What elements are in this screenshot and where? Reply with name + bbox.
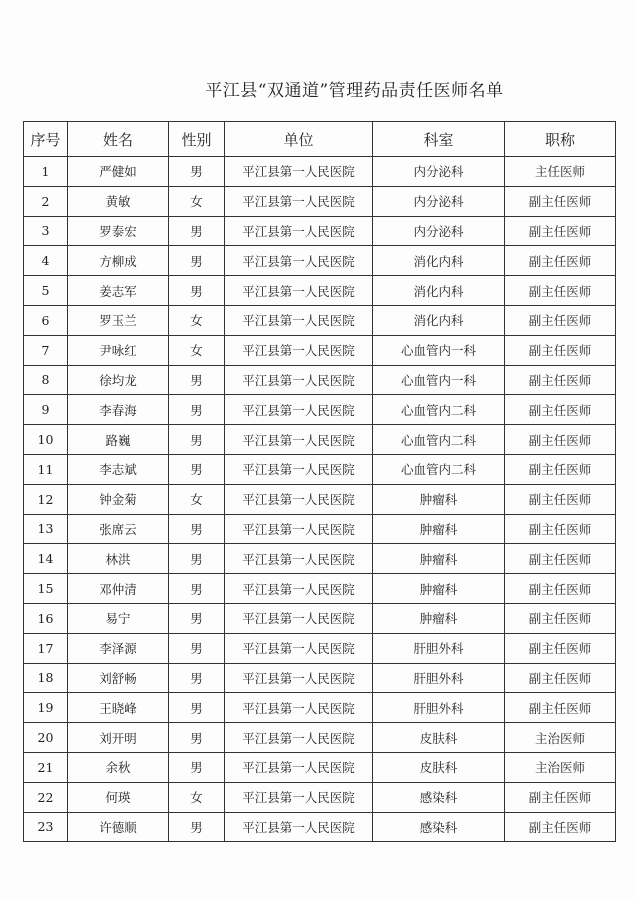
cell-number: 5 bbox=[24, 276, 68, 306]
cell-name: 刘开明 bbox=[68, 723, 169, 753]
cell-job-title: 副主任医师 bbox=[505, 603, 616, 633]
cell-name: 许德顺 bbox=[68, 812, 169, 842]
table-row bbox=[24, 454, 616, 484]
table-row bbox=[24, 365, 616, 395]
table-row bbox=[24, 246, 616, 276]
header-department: 科室 bbox=[373, 122, 505, 157]
cell-department: 消化内科 bbox=[373, 305, 505, 335]
cell-unit: 平江县第一人民医院 bbox=[225, 186, 373, 216]
cell-number: 18 bbox=[24, 663, 68, 693]
cell-job-title: 副主任医师 bbox=[505, 663, 616, 693]
cell-name: 李春海 bbox=[68, 395, 169, 425]
cell-unit: 平江县第一人民医院 bbox=[225, 425, 373, 455]
cell-name: 余秋 bbox=[68, 752, 169, 782]
cell-name: 方柳成 bbox=[68, 246, 169, 276]
cell-gender: 女 bbox=[169, 782, 225, 812]
physician-table bbox=[23, 121, 616, 842]
cell-number: 17 bbox=[24, 633, 68, 663]
cell-number: 14 bbox=[24, 544, 68, 574]
cell-department: 肿瘤科 bbox=[373, 603, 505, 633]
cell-department: 心血管内二科 bbox=[373, 454, 505, 484]
cell-number: 21 bbox=[24, 752, 68, 782]
cell-name: 严健如 bbox=[68, 157, 169, 187]
table-row bbox=[24, 574, 616, 604]
cell-name: 姜志军 bbox=[68, 276, 169, 306]
cell-unit: 平江县第一人民医院 bbox=[225, 157, 373, 187]
cell-number: 1 bbox=[24, 157, 68, 187]
cell-name: 何瑛 bbox=[68, 782, 169, 812]
cell-job-title: 副主任医师 bbox=[505, 216, 616, 246]
cell-department: 内分泌科 bbox=[373, 216, 505, 246]
table-row bbox=[24, 425, 616, 455]
table-header-row bbox=[24, 122, 616, 157]
cell-department: 肿瘤科 bbox=[373, 574, 505, 604]
cell-gender: 女 bbox=[169, 335, 225, 365]
cell-department: 感染科 bbox=[373, 782, 505, 812]
cell-unit: 平江县第一人民医院 bbox=[225, 335, 373, 365]
cell-number: 7 bbox=[24, 335, 68, 365]
cell-department: 消化内科 bbox=[373, 276, 505, 306]
table-row bbox=[24, 693, 616, 723]
cell-gender: 男 bbox=[169, 544, 225, 574]
cell-gender: 男 bbox=[169, 157, 225, 187]
cell-unit: 平江县第一人民医院 bbox=[225, 633, 373, 663]
cell-department: 肿瘤科 bbox=[373, 484, 505, 514]
cell-job-title: 副主任医师 bbox=[505, 782, 616, 812]
cell-job-title: 副主任医师 bbox=[505, 454, 616, 484]
table-row bbox=[24, 305, 616, 335]
cell-unit: 平江县第一人民医院 bbox=[225, 693, 373, 723]
header-job-title: 职称 bbox=[505, 122, 616, 157]
cell-department: 肝胆外科 bbox=[373, 693, 505, 723]
cell-department: 心血管内二科 bbox=[373, 425, 505, 455]
cell-job-title: 副主任医师 bbox=[505, 633, 616, 663]
cell-unit: 平江县第一人民医院 bbox=[225, 395, 373, 425]
cell-unit: 平江县第一人民医院 bbox=[225, 454, 373, 484]
cell-gender: 男 bbox=[169, 216, 225, 246]
cell-unit: 平江县第一人民医院 bbox=[225, 752, 373, 782]
cell-gender: 男 bbox=[169, 752, 225, 782]
cell-department: 心血管内一科 bbox=[373, 335, 505, 365]
header-unit: 单位 bbox=[225, 122, 373, 157]
cell-gender: 男 bbox=[169, 246, 225, 276]
cell-job-title: 副主任医师 bbox=[505, 186, 616, 216]
cell-department: 心血管内一科 bbox=[373, 365, 505, 395]
cell-department: 内分泌科 bbox=[373, 157, 505, 187]
cell-unit: 平江县第一人民医院 bbox=[225, 544, 373, 574]
cell-department: 肿瘤科 bbox=[373, 544, 505, 574]
cell-department: 肝胆外科 bbox=[373, 663, 505, 693]
table-row bbox=[24, 484, 616, 514]
cell-number: 23 bbox=[24, 812, 68, 842]
table-row bbox=[24, 157, 616, 187]
cell-job-title: 副主任医师 bbox=[505, 693, 616, 723]
cell-unit: 平江县第一人民医院 bbox=[225, 276, 373, 306]
table-row bbox=[24, 633, 616, 663]
table-row bbox=[24, 514, 616, 544]
document-title: 平江县“双通道”管理药品责任医师名单 bbox=[205, 81, 504, 101]
cell-name: 王晓峰 bbox=[68, 693, 169, 723]
cell-name: 张席云 bbox=[68, 514, 169, 544]
cell-name: 刘舒畅 bbox=[68, 663, 169, 693]
cell-job-title: 副主任医师 bbox=[505, 812, 616, 842]
cell-gender: 男 bbox=[169, 574, 225, 604]
cell-department: 心血管内二科 bbox=[373, 395, 505, 425]
cell-gender: 男 bbox=[169, 633, 225, 663]
cell-number: 4 bbox=[24, 246, 68, 276]
cell-gender: 男 bbox=[169, 454, 225, 484]
cell-name: 路巍 bbox=[68, 425, 169, 455]
cell-number: 2 bbox=[24, 186, 68, 216]
cell-gender: 男 bbox=[169, 603, 225, 633]
cell-department: 肿瘤科 bbox=[373, 514, 505, 544]
cell-number: 19 bbox=[24, 693, 68, 723]
cell-job-title: 主治医师 bbox=[505, 752, 616, 782]
cell-name: 李志斌 bbox=[68, 454, 169, 484]
cell-number: 15 bbox=[24, 574, 68, 604]
cell-number: 16 bbox=[24, 603, 68, 633]
cell-gender: 男 bbox=[169, 723, 225, 753]
cell-unit: 平江县第一人民医院 bbox=[225, 365, 373, 395]
table-row bbox=[24, 395, 616, 425]
cell-department: 皮肤科 bbox=[373, 723, 505, 753]
table-body bbox=[24, 157, 616, 842]
cell-number: 13 bbox=[24, 514, 68, 544]
cell-unit: 平江县第一人民医院 bbox=[225, 782, 373, 812]
cell-gender: 男 bbox=[169, 514, 225, 544]
cell-gender: 男 bbox=[169, 365, 225, 395]
header-name: 姓名 bbox=[68, 122, 169, 157]
table-row bbox=[24, 782, 616, 812]
cell-gender: 男 bbox=[169, 812, 225, 842]
cell-number: 11 bbox=[24, 454, 68, 484]
cell-gender: 男 bbox=[169, 693, 225, 723]
cell-number: 6 bbox=[24, 305, 68, 335]
cell-unit: 平江县第一人民医院 bbox=[225, 216, 373, 246]
cell-job-title: 副主任医师 bbox=[505, 246, 616, 276]
cell-department: 内分泌科 bbox=[373, 186, 505, 216]
table-row bbox=[24, 216, 616, 246]
cell-job-title: 副主任医师 bbox=[505, 305, 616, 335]
cell-unit: 平江县第一人民医院 bbox=[225, 514, 373, 544]
cell-name: 林洪 bbox=[68, 544, 169, 574]
table-row bbox=[24, 752, 616, 782]
cell-job-title: 副主任医师 bbox=[505, 395, 616, 425]
table-row bbox=[24, 812, 616, 842]
table-row bbox=[24, 723, 616, 753]
cell-job-title: 副主任医师 bbox=[505, 514, 616, 544]
cell-unit: 平江县第一人民医院 bbox=[225, 663, 373, 693]
cell-name: 易宁 bbox=[68, 603, 169, 633]
cell-job-title: 副主任医师 bbox=[505, 335, 616, 365]
cell-unit: 平江县第一人民医院 bbox=[225, 812, 373, 842]
cell-department: 感染科 bbox=[373, 812, 505, 842]
header-gender: 性别 bbox=[169, 122, 225, 157]
cell-number: 3 bbox=[24, 216, 68, 246]
cell-name: 钟金菊 bbox=[68, 484, 169, 514]
cell-job-title: 副主任医师 bbox=[505, 276, 616, 306]
cell-name: 尹咏红 bbox=[68, 335, 169, 365]
cell-number: 10 bbox=[24, 425, 68, 455]
cell-unit: 平江县第一人民医院 bbox=[225, 603, 373, 633]
cell-name: 罗玉兰 bbox=[68, 305, 169, 335]
cell-department: 消化内科 bbox=[373, 246, 505, 276]
cell-gender: 男 bbox=[169, 663, 225, 693]
table-row bbox=[24, 276, 616, 306]
cell-name: 李泽源 bbox=[68, 633, 169, 663]
cell-job-title: 副主任医师 bbox=[505, 484, 616, 514]
cell-job-title: 副主任医师 bbox=[505, 574, 616, 604]
cell-unit: 平江县第一人民医院 bbox=[225, 723, 373, 753]
table-row bbox=[24, 544, 616, 574]
cell-number: 8 bbox=[24, 365, 68, 395]
cell-department: 皮肤科 bbox=[373, 752, 505, 782]
cell-unit: 平江县第一人民医院 bbox=[225, 305, 373, 335]
cell-job-title: 副主任医师 bbox=[505, 544, 616, 574]
header-number: 序号 bbox=[24, 122, 68, 157]
table-row bbox=[24, 603, 616, 633]
cell-gender: 女 bbox=[169, 305, 225, 335]
cell-number: 12 bbox=[24, 484, 68, 514]
table-row bbox=[24, 335, 616, 365]
cell-department: 肝胆外科 bbox=[373, 633, 505, 663]
cell-number: 22 bbox=[24, 782, 68, 812]
cell-gender: 女 bbox=[169, 484, 225, 514]
table-row bbox=[24, 663, 616, 693]
cell-unit: 平江县第一人民医院 bbox=[225, 574, 373, 604]
cell-job-title: 主治医师 bbox=[505, 723, 616, 753]
cell-unit: 平江县第一人民医院 bbox=[225, 484, 373, 514]
cell-gender: 男 bbox=[169, 276, 225, 306]
cell-gender: 女 bbox=[169, 186, 225, 216]
cell-gender: 男 bbox=[169, 395, 225, 425]
cell-number: 9 bbox=[24, 395, 68, 425]
cell-name: 徐均龙 bbox=[68, 365, 169, 395]
cell-job-title: 副主任医师 bbox=[505, 425, 616, 455]
cell-name: 罗泰宏 bbox=[68, 216, 169, 246]
table-row bbox=[24, 186, 616, 216]
cell-gender: 男 bbox=[169, 425, 225, 455]
cell-name: 邓仲清 bbox=[68, 574, 169, 604]
cell-unit: 平江县第一人民医院 bbox=[225, 246, 373, 276]
cell-job-title: 副主任医师 bbox=[505, 365, 616, 395]
cell-name: 黄敏 bbox=[68, 186, 169, 216]
cell-job-title: 主任医师 bbox=[505, 157, 616, 187]
cell-number: 20 bbox=[24, 723, 68, 753]
